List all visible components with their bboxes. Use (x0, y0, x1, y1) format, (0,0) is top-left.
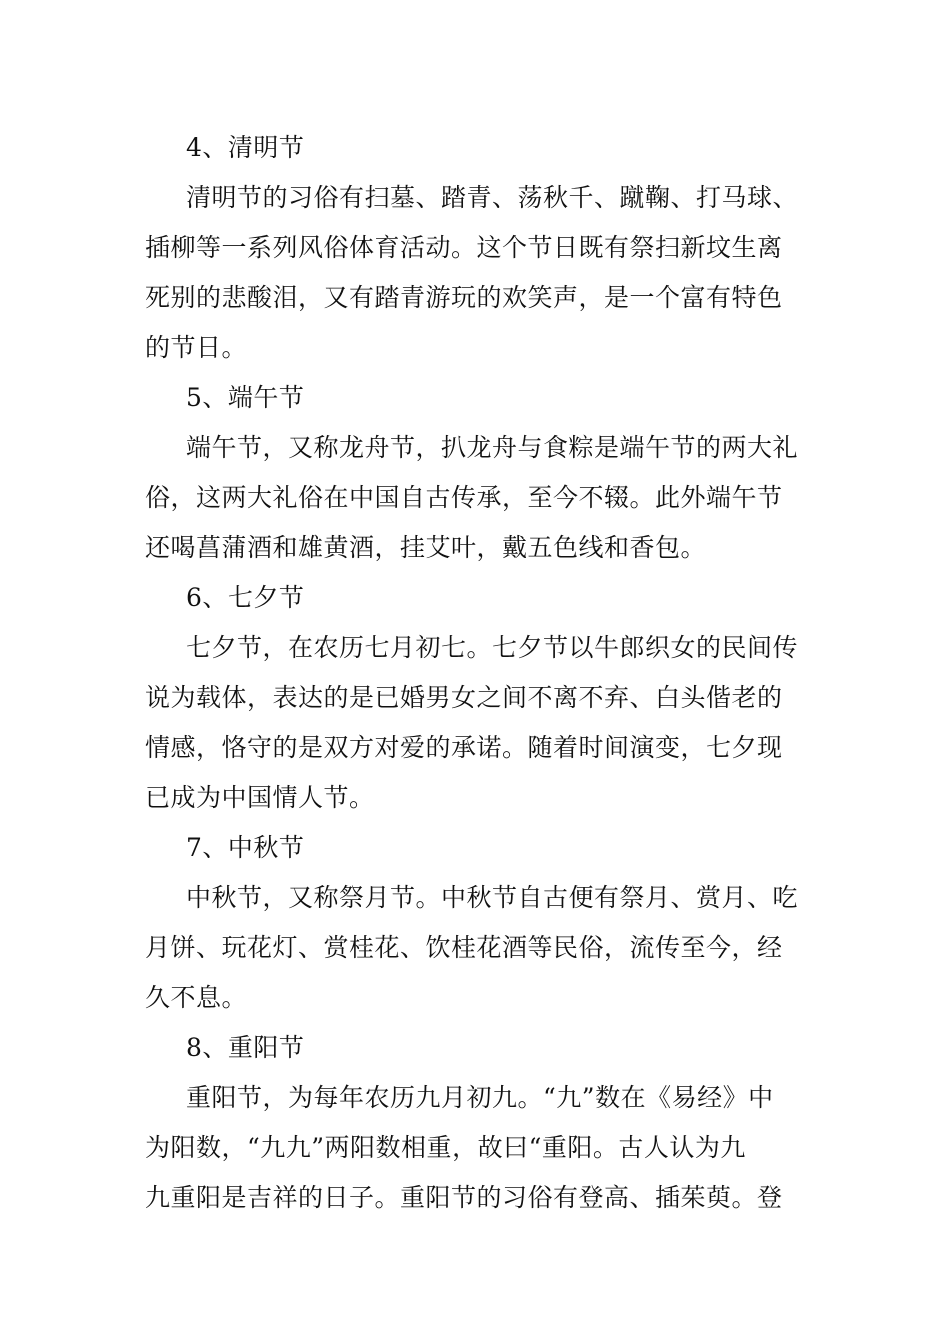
paragraph-line: 俗，这两大礼俗在中国自古传承，至今不辍。此外端午节 (145, 483, 783, 512)
section-heading-qingming: 4、清明节 (186, 133, 305, 162)
paragraph-line: 重阳节，为每年农历九月初九。“九”数在《易经》中 (186, 1083, 774, 1112)
section-heading-zhongqiu: 7、中秋节 (186, 833, 305, 862)
paragraph-line: 七夕节，在农历七月初七。七夕节以牛郎织女的民间传 (186, 633, 799, 662)
paragraph-line: 已成为中国情人节。 (145, 783, 375, 812)
paragraph-line: 死别的悲酸泪，又有踏青游玩的欢笑声，是一个富有特色 (145, 283, 783, 312)
paragraph-line: 的节日。 (145, 333, 248, 362)
paragraph-line: 清明节的习俗有扫墓、踏青、荡秋千、蹴鞠、打马球、 (186, 183, 799, 212)
paragraph-line: 九重阳是吉祥的日子。重阳节的习俗有登高、插茱萸。登 (145, 1183, 783, 1212)
paragraph-line: 久不息。 (145, 983, 248, 1012)
paragraph-line: 端午节，又称龙舟节，扒龙舟与食粽是端午节的两大礼 (186, 433, 799, 462)
section-heading-chongyang: 8、重阳节 (186, 1033, 305, 1062)
paragraph-line: 为阳数，“九九”两阳数相重，故曰“重阳。古人认为九 (145, 1133, 746, 1162)
section-heading-qixi: 6、七夕节 (186, 583, 305, 612)
paragraph-line: 月饼、玩花灯、赏桂花、饮桂花酒等民俗，流传至今，经 (145, 933, 783, 962)
paragraph-line: 中秋节，又称祭月节。中秋节自古便有祭月、赏月、吃 (186, 883, 799, 912)
paragraph-line: 说为载体，表达的是已婚男女之间不离不弃、白头偕老的 (145, 683, 783, 712)
document-body (145, 123, 807, 1223)
paragraph-line: 还喝菖蒲酒和雄黄酒，挂艾叶，戴五色线和香包。 (145, 533, 707, 562)
section-heading-duanwu: 5、端午节 (186, 383, 305, 412)
paragraph-line: 情感，恪守的是双方对爱的承诺。随着时间演变，七夕现 (145, 733, 783, 762)
paragraph-line: 插柳等一系列风俗体育活动。这个节日既有祭扫新坟生离 (145, 233, 783, 262)
